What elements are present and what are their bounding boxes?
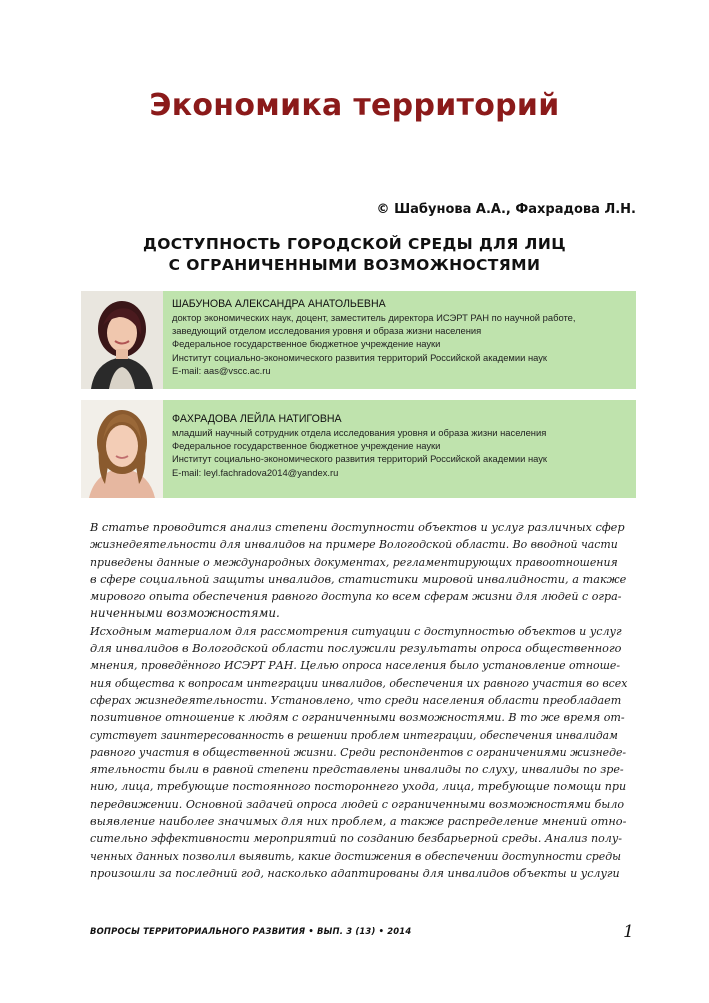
- abstract-line: нию, лица, требующие постоянного постороннего ухода, лица, требующие помощи при: [90, 780, 627, 794]
- abstract-line: ния общества к вопросам интеграции инвалидов, обеспечения их равного участия во всех: [90, 676, 628, 690]
- author-detail: младший научный сотрудник отдела исследования уровня и образа жизни населения: [172, 427, 547, 438]
- abstract-line: ниченными возможностями.: [90, 606, 280, 621]
- author-detail: Федеральное государственное бюджетное учреждение науки: [172, 440, 441, 452]
- abstract-line: сутствует заинтересованность в решении проблем интеграции, обеспечения инвалидам: [90, 728, 618, 742]
- author-name: ШАБУНОВА АЛЕКСАНДРА АНАТОЛЬЕВНА: [172, 298, 386, 310]
- abstract-line: произошли за последний год, насколько адаптированы для инвалидов объекты и услуги: [90, 866, 620, 880]
- abstract-line: жизнедеятельности для инвалидов на примере Вологодской области. Во вводной части: [90, 538, 618, 552]
- author-detail: Федеральное государственное бюджетное учреждение науки: [172, 338, 441, 350]
- article-title-line-1: ДОСТУПНОСТЬ ГОРОДСКОЙ СРЕДЫ ДЛЯ ЛИЦ: [143, 235, 566, 253]
- abstract-line: В статье проводится анализ степени доступности объектов и услуг различных сфер: [90, 521, 625, 534]
- article-title: [0, 234, 709, 276]
- abstract-line: мирового опыта обеспечения равного доступа ко всем сферам жизни для людей с огра-: [90, 590, 622, 604]
- author-detail: заведующий отделом исследования уровня и образа жизни населения: [172, 325, 482, 337]
- abstract-line: позитивное отношение к людям с ограниченными возможностями. В то же время от-: [90, 711, 625, 725]
- abstract-line: выявление наиболее значимых для них проблем, а также распределение мнений отно-: [90, 815, 627, 829]
- journal-footer: ВОПРОСЫ ТЕРРИТОРИАЛЬНОГО РАЗВИТИЯ • ВЫП. 3 (13) • 2014: [90, 926, 412, 936]
- author-email[interactable]: E-mail: aas@vscc.ac.ru: [172, 364, 271, 376]
- abstract-line: ченных данных позволил выявить, какие достижения в обеспечении доступности среды: [90, 849, 621, 863]
- abstract-line: мнения, проведённого ИСЭРТ РАН. Целью опроса населения было установление отноше-: [90, 659, 621, 673]
- author-detail: Институт социально-экономического развития территорий Российской академии наук: [172, 453, 548, 465]
- author-detail: Институт социально-экономического развития территорий Российской академии наук: [172, 351, 548, 363]
- abstract-line: в сфере социальной защиты инвалидов, статистики мировой инвалидности, а также: [90, 572, 627, 586]
- author-card-shabunova: [81, 291, 636, 389]
- abstract-line: для инвалидов в Вологодской области послужили результаты опроса общественного: [90, 642, 622, 656]
- author-detail: доктор экономических наук, доцент, заместитель директора ИСЭРТ РАН по научной работе,: [172, 312, 576, 323]
- abstract-line: равного участия в общественной жизни. Среди респондентов с ограничениями жизнеде-: [90, 745, 627, 759]
- abstract-line: Исходным материалом для рассмотрения ситуации с доступностью объектов и услуг: [90, 624, 622, 638]
- author-photo: [81, 400, 163, 498]
- author-email[interactable]: E-mail: leyl.fachradova2014@yandex.ru: [172, 466, 339, 478]
- abstract-line: приведены данные о международных документах, регламентирующих правоотношения: [90, 555, 618, 569]
- author-card-fakhradova: [81, 400, 636, 498]
- author-info: [172, 297, 628, 377]
- author-name: ФАХРАДОВА ЛЕЙЛА НАТИГОВНА: [172, 413, 342, 425]
- author-photo: [81, 291, 163, 389]
- abstract: [90, 519, 627, 882]
- section-title: Экономика территорий: [149, 88, 560, 123]
- abstract-line: сительно эффективности мероприятий по созданию безбарьерной среды. Анализ полу-: [90, 832, 623, 846]
- abstract-line: ятельности были в равной степени представлены инвалиды по слуху, инвалиды по зре-: [90, 763, 624, 777]
- article-title-line-2: С ОГРАНИЧЕННЫМИ ВОЗМОЖНОСТЯМИ: [168, 256, 541, 274]
- author-info: [172, 412, 628, 479]
- copyright-line: © Шабунова А.А., Фахрадова Л.Н.: [376, 202, 636, 217]
- abstract-line: сферах жизнедеятельности. Установлено, что среди населения области преобладает: [90, 693, 622, 707]
- page-number: 1: [623, 922, 634, 942]
- abstract-line: передвижении. Основной задачей опроса людей с ограниченными возможностями было: [90, 797, 625, 811]
